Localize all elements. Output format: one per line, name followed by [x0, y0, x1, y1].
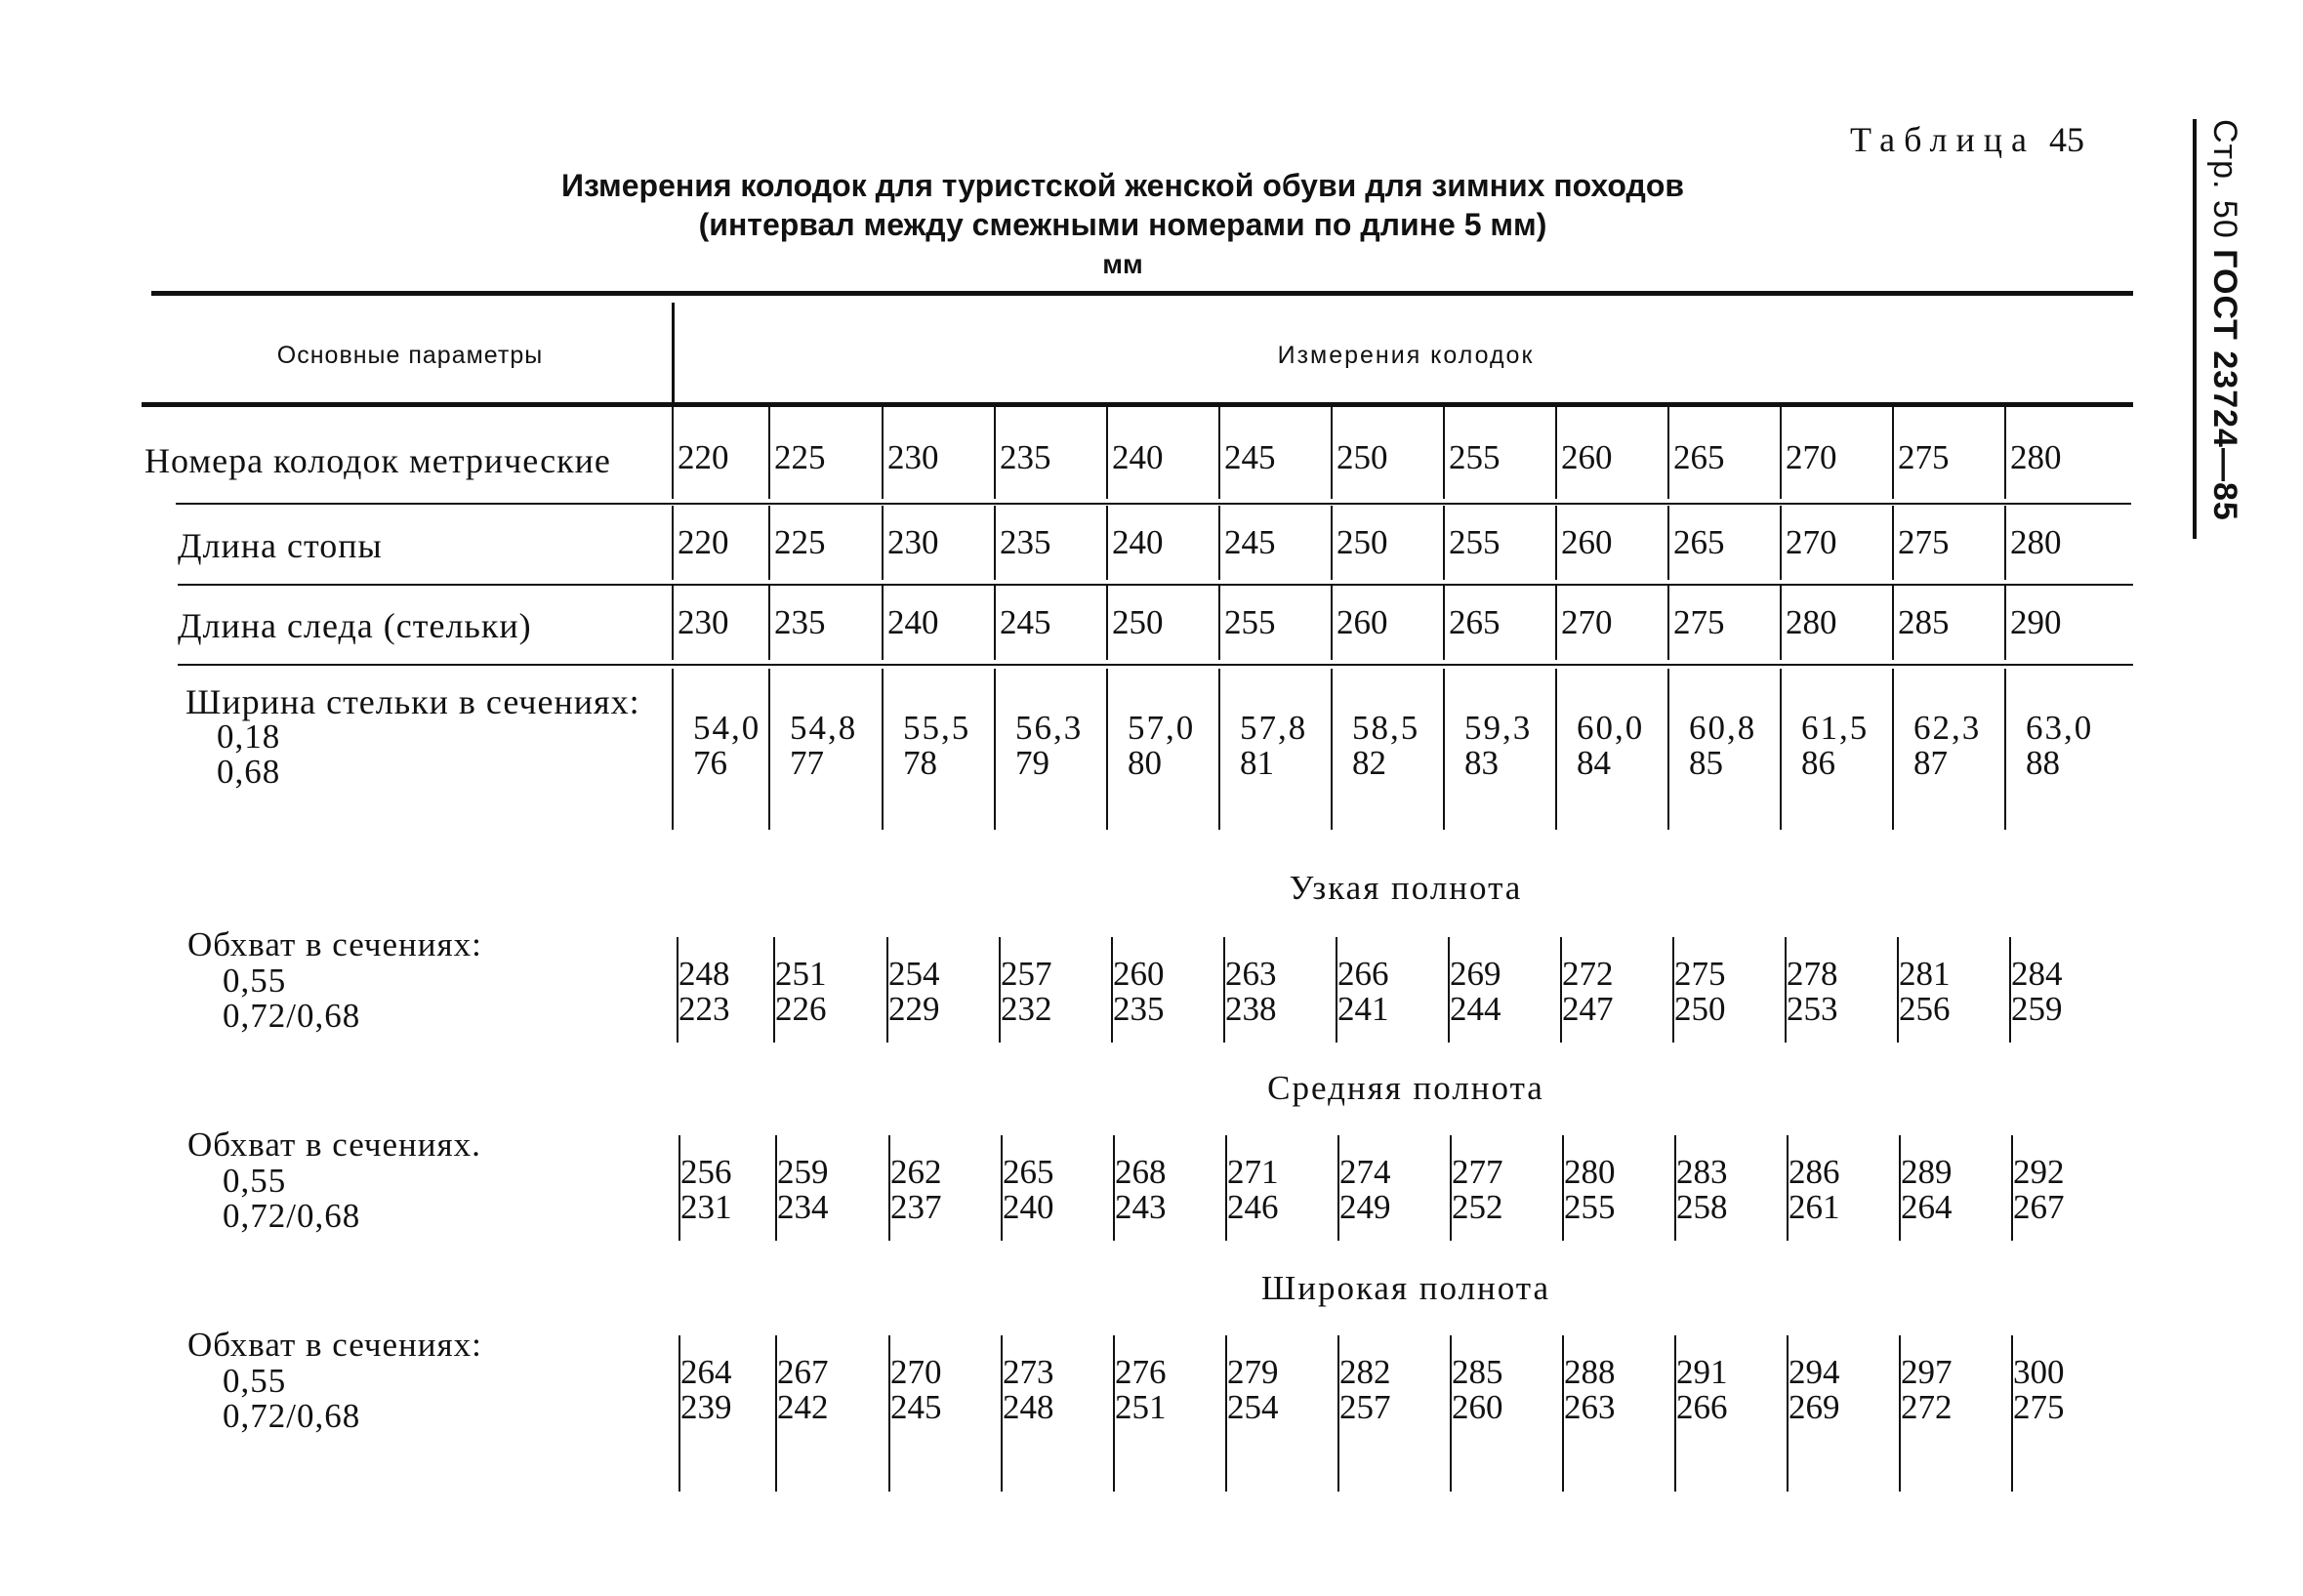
- cell-wide-072-7: 260: [1452, 1388, 1503, 1426]
- insole-section-018: 0,18: [217, 717, 281, 756]
- column-rule: [1223, 937, 1225, 1043]
- cell-medium-055-6: 274: [1339, 1153, 1391, 1191]
- cell-insole-068-7: 83: [1464, 744, 1499, 782]
- cell-medium-072-9: 258: [1676, 1188, 1728, 1226]
- cell-last-numbers-3: 235: [1000, 438, 1051, 476]
- column-rule: [994, 586, 996, 660]
- cell-insole-018-7: 59,3: [1464, 709, 1533, 747]
- column-rule: [672, 405, 674, 499]
- cell-wide-055-10: 294: [1789, 1353, 1840, 1391]
- table-label: Таблица: [1850, 120, 2036, 159]
- cell-insole-018-2: 55,5: [903, 709, 971, 747]
- cell-medium-055-8: 280: [1564, 1153, 1616, 1191]
- cell-wide-055-0: 264: [680, 1353, 732, 1391]
- header-basic-parameters: Основные параметры: [276, 342, 544, 369]
- cell-medium-072-5: 246: [1227, 1188, 1279, 1226]
- cell-foot-length-11: 275: [1898, 523, 1950, 561]
- column-rule: [1331, 586, 1333, 660]
- cell-insole-068-1: 77: [790, 744, 824, 782]
- cell-last-numbers-12: 280: [2010, 438, 2062, 476]
- medium-girth-label: Обхват в сечениях.: [187, 1125, 481, 1164]
- cell-insole-length-9: 275: [1673, 603, 1725, 641]
- column-rule: [1562, 1135, 1564, 1241]
- cell-insole-018-3: 56,3: [1015, 709, 1084, 747]
- narrow-girth-label: Обхват в сечениях:: [187, 925, 482, 963]
- wide-girth-label: Обхват в сечениях:: [187, 1326, 482, 1364]
- insole-width-label: Ширина стельки в сечениях:: [185, 682, 640, 721]
- column-rule: [1899, 1135, 1901, 1241]
- cell-insole-length-2: 240: [887, 603, 939, 641]
- cell-narrow-072-0: 223: [679, 990, 730, 1028]
- cell-insole-length-7: 265: [1449, 603, 1501, 641]
- cell-narrow-055-9: 275: [1674, 955, 1726, 993]
- cell-last-numbers-8: 260: [1561, 438, 1613, 476]
- column-rule: [1111, 937, 1113, 1043]
- cell-foot-length-10: 270: [1786, 523, 1837, 561]
- column-rule: [677, 937, 679, 1043]
- cell-insole-018-10: 61,5: [1801, 709, 1870, 747]
- column-rule: [1113, 1135, 1115, 1241]
- cell-foot-length-4: 240: [1112, 523, 1164, 561]
- column-rule: [768, 586, 770, 660]
- cell-foot-length-0: 220: [678, 523, 729, 561]
- column-rule: [1555, 506, 1557, 580]
- column-rule: [2004, 506, 2006, 580]
- cell-foot-length-12: 280: [2010, 523, 2062, 561]
- heading-medium-fullness: Средняя полнота: [1267, 1069, 1544, 1107]
- cell-wide-055-5: 279: [1227, 1353, 1279, 1391]
- cell-insole-068-3: 79: [1015, 744, 1049, 782]
- cell-medium-072-0: 231: [680, 1188, 732, 1226]
- column-rule: [1780, 586, 1782, 660]
- column-rule: [773, 937, 775, 1043]
- column-rule: [888, 1135, 890, 1241]
- column-rule: [1780, 405, 1782, 499]
- cell-narrow-072-1: 226: [775, 990, 827, 1028]
- column-rule: [994, 506, 996, 580]
- column-rule: [1106, 405, 1108, 499]
- cell-insole-068-10: 86: [1801, 744, 1835, 782]
- column-rule: [672, 669, 674, 830]
- cell-insole-068-0: 76: [693, 744, 727, 782]
- cell-narrow-072-6: 241: [1337, 990, 1389, 1028]
- column-rule: [1780, 506, 1782, 580]
- cell-medium-055-2: 262: [890, 1153, 942, 1191]
- column-rule: [672, 586, 674, 660]
- column-rule: [1555, 586, 1557, 660]
- column-rule: [1892, 586, 1894, 660]
- column-rule: [1448, 937, 1450, 1043]
- table-title-line1: Измерения колодок для туристской женской обуви для зимних походов: [560, 168, 1685, 203]
- cell-wide-072-4: 251: [1115, 1388, 1167, 1426]
- column-rule: [1218, 506, 1220, 580]
- cell-medium-072-6: 249: [1339, 1188, 1391, 1226]
- cell-insole-068-9: 85: [1689, 744, 1723, 782]
- cell-medium-055-12: 292: [2013, 1153, 2065, 1191]
- cell-last-numbers-1: 225: [774, 438, 826, 476]
- cell-medium-055-4: 268: [1115, 1153, 1167, 1191]
- cell-last-numbers-7: 255: [1449, 438, 1501, 476]
- column-rule: [1443, 506, 1445, 580]
- cell-wide-055-11: 297: [1901, 1353, 1953, 1391]
- row-bottom-rule: [178, 664, 2133, 666]
- cell-medium-055-5: 271: [1227, 1153, 1279, 1191]
- column-rule: [1787, 1335, 1789, 1492]
- cell-insole-018-12: 63,0: [2026, 709, 2094, 747]
- cell-narrow-072-7: 244: [1450, 990, 1501, 1028]
- column-rule: [1113, 1335, 1115, 1492]
- cell-medium-055-10: 286: [1789, 1153, 1840, 1191]
- row-bottom-rule: [176, 503, 2131, 505]
- column-rule: [1667, 669, 1669, 830]
- cell-narrow-072-4: 235: [1113, 990, 1165, 1028]
- column-rule: [2011, 1135, 2013, 1241]
- column-rule: [1001, 1335, 1003, 1492]
- cell-insole-018-9: 60,8: [1689, 709, 1757, 747]
- cell-medium-055-3: 265: [1003, 1153, 1054, 1191]
- cell-insole-018-1: 54,8: [790, 709, 858, 747]
- cell-medium-072-11: 264: [1901, 1188, 1953, 1226]
- column-rule: [1225, 1135, 1227, 1241]
- cell-wide-055-3: 273: [1003, 1353, 1054, 1391]
- cell-narrow-055-5: 263: [1225, 955, 1277, 993]
- column-rule: [1001, 1135, 1003, 1241]
- table-title-line2: (интервал между смежными номерами по длине 5 мм): [698, 207, 1547, 242]
- cell-narrow-055-2: 254: [888, 955, 940, 993]
- column-rule: [1892, 669, 1894, 830]
- column-rule: [1443, 586, 1445, 660]
- cell-last-numbers-2: 230: [887, 438, 939, 476]
- cell-insole-018-0: 54,0: [693, 709, 761, 747]
- cell-wide-055-4: 276: [1115, 1353, 1167, 1391]
- column-rule: [882, 669, 884, 830]
- column-rule: [768, 669, 770, 830]
- cell-narrow-072-5: 238: [1225, 990, 1277, 1028]
- cell-insole-length-0: 230: [678, 603, 729, 641]
- column-rule: [1555, 405, 1557, 499]
- cell-last-numbers-11: 275: [1898, 438, 1950, 476]
- column-rule: [1336, 937, 1337, 1043]
- cell-medium-072-7: 252: [1452, 1188, 1503, 1226]
- column-rule: [1106, 586, 1108, 660]
- cell-foot-length-8: 260: [1561, 523, 1613, 561]
- cell-narrow-055-7: 269: [1450, 955, 1501, 993]
- column-rule: [1218, 586, 1220, 660]
- cell-wide-055-6: 282: [1339, 1353, 1391, 1391]
- column-rule: [1450, 1335, 1452, 1492]
- heading-narrow-fullness: Узкая полнота: [1289, 869, 1523, 907]
- column-rule: [1667, 405, 1669, 499]
- column-rule: [882, 506, 884, 580]
- cell-insole-018-6: 58,5: [1352, 709, 1420, 747]
- column-rule: [882, 405, 884, 499]
- narrow-section-072: 0,72/0,68: [223, 997, 361, 1035]
- cell-wide-072-6: 257: [1339, 1388, 1391, 1426]
- unit-label: мм: [1102, 249, 1143, 279]
- cell-wide-072-0: 239: [680, 1388, 732, 1426]
- column-rule: [679, 1135, 680, 1241]
- cell-medium-055-1: 259: [777, 1153, 829, 1191]
- cell-narrow-072-11: 256: [1899, 990, 1951, 1028]
- column-rule: [1674, 1135, 1676, 1241]
- column-rule: [1892, 506, 1894, 580]
- cell-insole-068-6: 82: [1352, 744, 1386, 782]
- row-last-numbers-label: Номера колодок метрические: [144, 441, 611, 480]
- column-rule: [1667, 586, 1669, 660]
- table-top-rule: [151, 291, 2133, 296]
- cell-wide-055-9: 291: [1676, 1353, 1728, 1391]
- cell-insole-length-1: 235: [774, 603, 826, 641]
- column-rule: [2009, 937, 2011, 1043]
- cell-narrow-055-11: 281: [1899, 955, 1951, 993]
- column-rule: [1672, 937, 1674, 1043]
- row-insole-length-label: Длина следа (стельки): [178, 606, 532, 645]
- column-rule: [775, 1335, 777, 1492]
- cell-wide-055-7: 285: [1452, 1353, 1503, 1391]
- cell-narrow-072-8: 247: [1562, 990, 1614, 1028]
- column-rule: [1787, 1135, 1789, 1241]
- column-rule: [1780, 669, 1782, 830]
- cell-insole-068-8: 84: [1577, 744, 1611, 782]
- column-rule: [1331, 405, 1333, 499]
- medium-section-072: 0,72/0,68: [223, 1197, 361, 1235]
- cell-insole-018-4: 57,0: [1128, 709, 1196, 747]
- cell-insole-068-12: 88: [2026, 744, 2060, 782]
- column-rule: [1331, 506, 1333, 580]
- margin-rule: [2193, 119, 2197, 539]
- cell-wide-072-10: 269: [1789, 1388, 1840, 1426]
- column-rule: [1443, 405, 1445, 499]
- cell-wide-055-1: 267: [777, 1353, 829, 1391]
- cell-foot-length-6: 250: [1337, 523, 1388, 561]
- column-rule: [1337, 1335, 1339, 1492]
- cell-medium-072-8: 255: [1564, 1188, 1616, 1226]
- cell-wide-072-9: 266: [1676, 1388, 1728, 1426]
- cell-foot-length-7: 255: [1449, 523, 1501, 561]
- cell-insole-length-5: 255: [1224, 603, 1276, 641]
- column-rule: [1450, 1135, 1452, 1241]
- cell-insole-length-6: 260: [1337, 603, 1388, 641]
- wide-section-055: 0,55: [223, 1362, 287, 1400]
- cell-last-numbers-6: 250: [1337, 438, 1388, 476]
- cell-wide-072-8: 263: [1564, 1388, 1616, 1426]
- cell-narrow-055-0: 248: [679, 955, 730, 993]
- cell-insole-068-11: 87: [1913, 744, 1948, 782]
- column-rule: [1560, 937, 1562, 1043]
- column-rule: [994, 669, 996, 830]
- column-rule: [886, 937, 888, 1043]
- margin-standard: ГОСТ 23724—85: [2206, 249, 2243, 521]
- column-rule: [1892, 405, 1894, 499]
- table-number-label: [1850, 119, 2084, 160]
- cell-wide-072-11: 272: [1901, 1388, 1953, 1426]
- cell-wide-072-3: 248: [1003, 1388, 1054, 1426]
- cell-medium-072-10: 261: [1789, 1188, 1840, 1226]
- cell-narrow-072-9: 250: [1674, 990, 1726, 1028]
- cell-insole-068-4: 80: [1128, 744, 1162, 782]
- cell-narrow-055-4: 260: [1113, 955, 1165, 993]
- column-rule: [1555, 669, 1557, 830]
- column-rule: [1899, 1335, 1901, 1492]
- cell-wide-055-2: 270: [890, 1353, 942, 1391]
- cell-insole-length-10: 280: [1786, 603, 1837, 641]
- column-rule: [775, 1135, 777, 1241]
- column-rule: [888, 1335, 890, 1492]
- cell-foot-length-5: 245: [1224, 523, 1276, 561]
- cell-medium-055-11: 289: [1901, 1153, 1953, 1191]
- cell-narrow-072-3: 232: [1001, 990, 1052, 1028]
- cell-foot-length-1: 225: [774, 523, 826, 561]
- cell-wide-055-12: 300: [2013, 1353, 2065, 1391]
- cell-medium-055-7: 277: [1452, 1153, 1503, 1191]
- header-bottom-rule: [142, 402, 2133, 407]
- cell-foot-length-3: 235: [1000, 523, 1051, 561]
- insole-section-068: 0,68: [217, 753, 281, 791]
- column-rule: [1218, 669, 1220, 830]
- cell-narrow-072-12: 259: [2011, 990, 2063, 1028]
- cell-wide-072-2: 245: [890, 1388, 942, 1426]
- row-foot-length-label: Длина стопы: [178, 526, 383, 565]
- cell-insole-length-12: 290: [2010, 603, 2062, 641]
- cell-medium-072-1: 234: [777, 1188, 829, 1226]
- cell-insole-018-8: 60,0: [1577, 709, 1645, 747]
- column-rule: [1667, 506, 1669, 580]
- column-rule: [882, 586, 884, 660]
- column-rule: [2004, 669, 2006, 830]
- column-rule: [2011, 1335, 2013, 1492]
- cell-last-numbers-9: 265: [1673, 438, 1725, 476]
- cell-insole-length-8: 270: [1561, 603, 1613, 641]
- cell-last-numbers-10: 270: [1786, 438, 1837, 476]
- cell-narrow-055-8: 272: [1562, 955, 1614, 993]
- column-rule: [2004, 405, 2006, 499]
- cell-narrow-072-2: 229: [888, 990, 940, 1028]
- cell-narrow-072-10: 253: [1787, 990, 1838, 1028]
- column-rule: [1562, 1335, 1564, 1492]
- column-rule: [1443, 669, 1445, 830]
- cell-narrow-055-3: 257: [1001, 955, 1052, 993]
- column-rule: [1337, 1135, 1339, 1241]
- row-bottom-rule: [178, 584, 2133, 586]
- cell-insole-068-2: 78: [903, 744, 937, 782]
- column-rule: [999, 937, 1001, 1043]
- narrow-section-055: 0,55: [223, 962, 287, 1000]
- column-rule: [1674, 1335, 1676, 1492]
- cell-insole-018-5: 57,8: [1240, 709, 1308, 747]
- cell-wide-055-8: 288: [1564, 1353, 1616, 1391]
- cell-last-numbers-5: 245: [1224, 438, 1276, 476]
- cell-insole-length-3: 245: [1000, 603, 1051, 641]
- column-rule: [1331, 669, 1333, 830]
- cell-medium-072-4: 243: [1115, 1188, 1167, 1226]
- column-rule: [1106, 669, 1108, 830]
- cell-foot-length-2: 230: [887, 523, 939, 561]
- cell-narrow-055-12: 284: [2011, 955, 2063, 993]
- cell-medium-072-2: 237: [890, 1188, 942, 1226]
- column-rule: [2004, 586, 2006, 660]
- header-divider: [672, 303, 675, 402]
- medium-section-055: 0,55: [223, 1162, 287, 1200]
- column-rule: [672, 506, 674, 580]
- cell-narrow-055-6: 266: [1337, 955, 1389, 993]
- cell-narrow-055-10: 278: [1787, 955, 1838, 993]
- cell-foot-length-9: 265: [1673, 523, 1725, 561]
- cell-insole-length-11: 285: [1898, 603, 1950, 641]
- table-number: 45: [2048, 120, 2084, 159]
- column-rule: [1897, 937, 1899, 1043]
- cell-insole-length-4: 250: [1112, 603, 1164, 641]
- cell-insole-068-5: 81: [1240, 744, 1274, 782]
- margin-page: Стр. 50: [2206, 119, 2243, 239]
- cell-last-numbers-0: 220: [678, 438, 729, 476]
- cell-last-numbers-4: 240: [1112, 438, 1164, 476]
- cell-narrow-055-1: 251: [775, 955, 827, 993]
- cell-wide-072-12: 275: [2013, 1388, 2065, 1426]
- cell-medium-055-9: 283: [1676, 1153, 1728, 1191]
- cell-wide-072-1: 242: [777, 1388, 829, 1426]
- wide-section-072: 0,72/0,68: [223, 1397, 361, 1435]
- cell-medium-072-12: 267: [2013, 1188, 2065, 1226]
- column-rule: [768, 506, 770, 580]
- margin-page-reference: [2204, 119, 2243, 529]
- cell-medium-072-3: 240: [1003, 1188, 1054, 1226]
- column-rule: [1225, 1335, 1227, 1492]
- cell-medium-055-0: 256: [680, 1153, 732, 1191]
- column-rule: [1106, 506, 1108, 580]
- cell-wide-072-5: 254: [1227, 1388, 1279, 1426]
- column-rule: [679, 1335, 680, 1492]
- column-rule: [768, 405, 770, 499]
- header-last-measurements: Измерения колодок: [1277, 342, 1535, 369]
- heading-wide-fullness: Широкая полнота: [1260, 1269, 1551, 1307]
- cell-insole-018-11: 62,3: [1913, 709, 1982, 747]
- column-rule: [1218, 405, 1220, 499]
- column-rule: [1785, 937, 1787, 1043]
- column-rule: [994, 405, 996, 499]
